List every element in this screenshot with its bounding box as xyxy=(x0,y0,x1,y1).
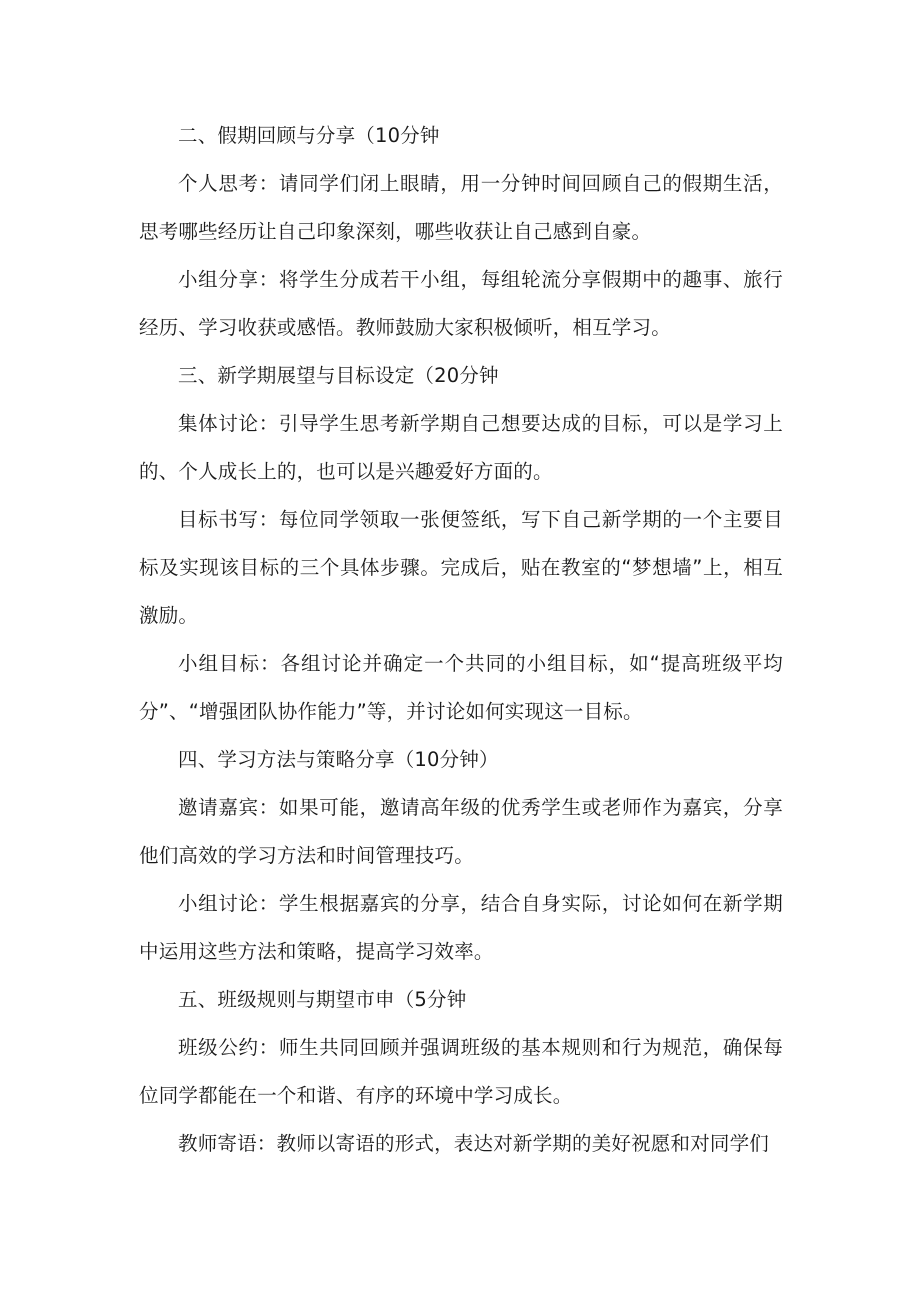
paragraph-group-sharing: 小组分享：将学生分成若干小组，每组轮流分享假期中的趣事、旅行经历、学习收获或感悟。教师鼓励大家积极倾听，相互学习。 xyxy=(139,268,783,339)
paragraph-teacher-message: 教师寄语：教师以寄语的形式，表达对新学期的美好祝愿和对同学们 xyxy=(178,1132,770,1155)
paragraph-group-discussion-methods: 小组讨论：学生根据嘉宾的分享，结合自身实际，讨论如何在新学期中运用这些方法和策略，提高学习效率。 xyxy=(139,892,783,963)
paragraph-group-goal: 小组目标：各组讨论并确定一个共同的小组目标，如“提高班级平均分”、“增强团队协作能力”等，并讨论如何实现这一目标。 xyxy=(139,652,783,723)
paragraph-class-convention: 班级公约：师生共同回顾并强调班级的基本规则和行为规范，确保每位同学都能在一个和谐、有序的环境中学习成长。 xyxy=(139,1036,783,1107)
paragraph-goal-writing: 目标书写：每位同学领取一张便签纸，写下自己新学期的一个主要目标及实现该目标的三个具体步骤。完成后，贴在教室的“梦想墙”上，相互激励。 xyxy=(139,508,783,627)
section-heading-review: 二、假期回顾与分享（10分钟 xyxy=(178,124,440,147)
section-heading-rules: 五、班级规则与期望市申（5分钟 xyxy=(178,988,467,1011)
paragraph-personal-reflection: 个人思考：请同学们闭上眼睛，用一分钟时间回顾自己的假期生活，思考哪些经历让自己印象深刻，哪些收获让自己感到自豪。 xyxy=(139,172,783,243)
document-body xyxy=(139,112,783,1168)
section-heading-goals: 三、新学期展望与目标设定（20分钟 xyxy=(178,364,499,387)
section-heading-methods: 四、学习方法与策略分享（10分钟） xyxy=(178,748,499,771)
paragraph-group-discussion: 集体讨论：引导学生思考新学期自己想要达成的目标，可以是学习上的、个人成长上的，也可以是兴趣爱好方面的。 xyxy=(139,412,783,483)
paragraph-guest-invite: 邀请嘉宾：如果可能，邀请高年级的优秀学生或老师作为嘉宾，分享他们高效的学习方法和时间管理技巧。 xyxy=(139,796,783,867)
